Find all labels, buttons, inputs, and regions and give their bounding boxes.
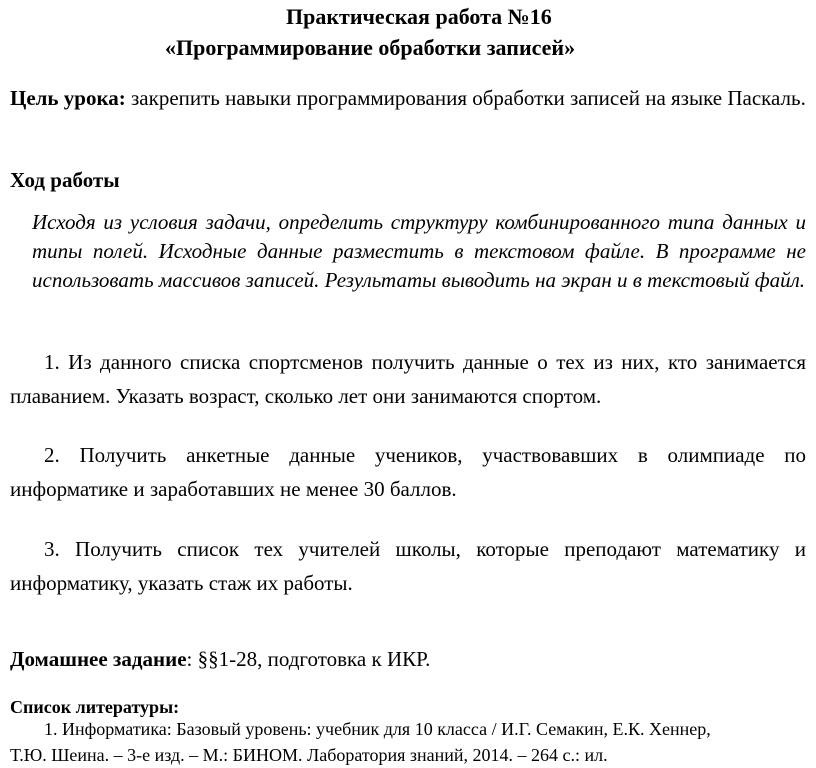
lesson-goal-text: закрепить навыки программирования обработки записей на языке Паскаль.	[125, 86, 806, 110]
title-line-1: Практическая работа №16	[286, 4, 552, 29]
task-intro: Исходя из условия задачи, определить структуру комбинированного типа данных и типы полей. Исходные данные разместить в текстовом файле. В программе не использовать массивов записей. Результаты выводить на экран и в текстовый файл.	[32, 210, 806, 292]
literature-heading: Список литературы:	[10, 697, 180, 717]
literature-item-1-line-1: 1. Информатика: Базовый уровень: учебник для 10 класса / И.Г. Семакин, Е.К. Хеннер,	[44, 719, 711, 739]
task-item-2: 2. Получить анкетные данные учеников, участвовавших в олимпиаде по информатике и заработавших не менее 30 баллов.	[10, 443, 806, 501]
lesson-goal-label: Цель урока:	[10, 86, 126, 110]
lesson-goal	[10, 84, 806, 113]
workflow-heading: Ход работы	[10, 168, 120, 192]
homework-text: : §§1-28, подготовка к ИКР.	[186, 647, 431, 671]
literature-item-1	[10, 716, 780, 768]
homework	[10, 645, 806, 674]
title-line-2: «Программирование обработки записей»	[165, 35, 576, 60]
literature-item-1-line-2: Т.Ю. Шеина. – 3-е изд. – М.: БИНОМ. Лаборатория знаний, 2014. – 264 с.: ил.	[10, 745, 608, 765]
task-item-1: 1. Из данного списка спортсменов получить данные о тех из них, кто занимается плаванием. Указать возраст, сколько лет они занимаются спортом.	[10, 350, 806, 408]
homework-label: Домашнее задание	[10, 647, 187, 671]
task-item-3: 3. Получить список тех учителей школы, которые преподают математику и информатику, указать стаж их работы.	[10, 537, 806, 595]
